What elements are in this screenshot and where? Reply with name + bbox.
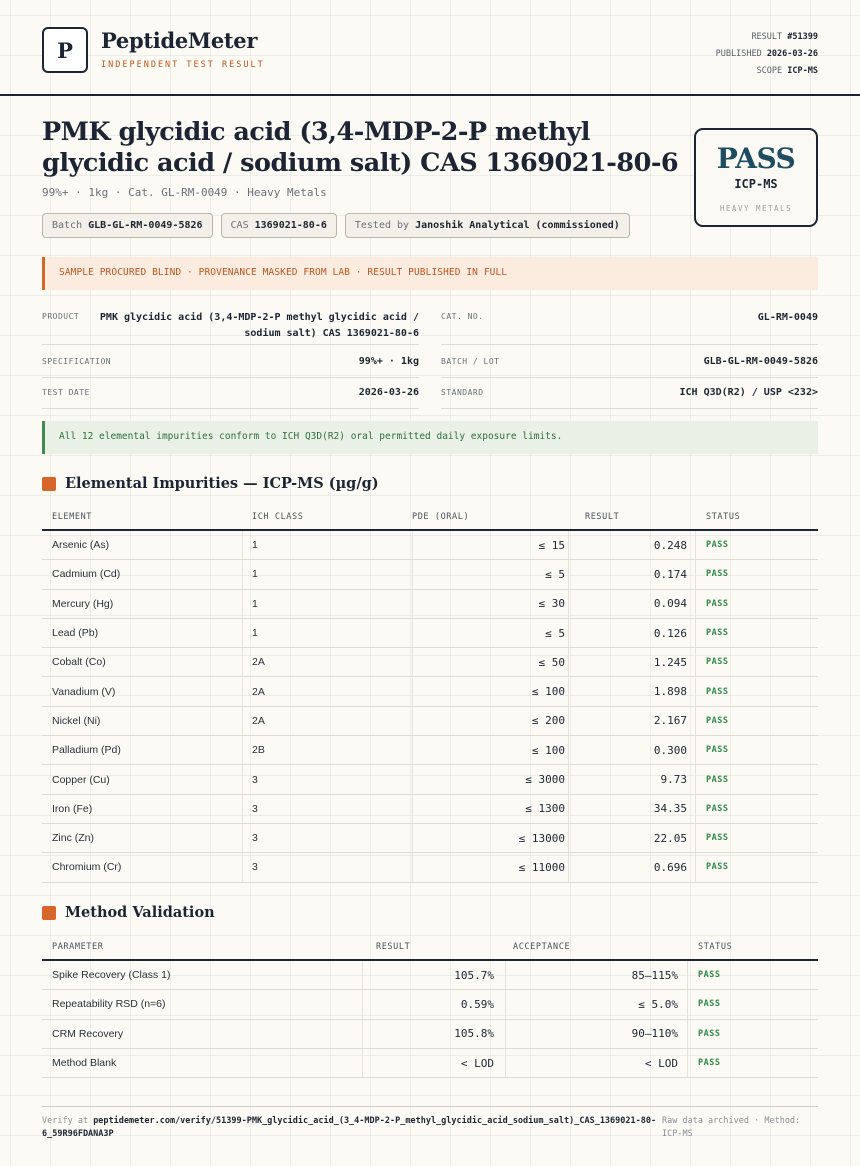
- table-row: [42, 961, 818, 990]
- column-divider: [695, 707, 696, 735]
- result-cell: 1.898: [653, 685, 687, 699]
- tested-by-chip: Tested by Janoshik Analytical (commissioned): [345, 213, 630, 238]
- column-divider: [412, 795, 413, 823]
- column-divider: [695, 531, 696, 559]
- column-divider: [687, 961, 688, 989]
- table-row: [42, 531, 818, 560]
- pde-cell: ≤ 100: [531, 743, 565, 757]
- scope-label: SCOPE: [756, 66, 783, 76]
- result-cell: 0.174: [653, 567, 687, 581]
- element-cell: Mercury (Hg): [52, 597, 114, 610]
- column-divider: [695, 590, 696, 618]
- verify-link[interactable]: peptidemeter.com/verify/51399-PMK_glycidic_acid_(3_4-MDP-2-P_methyl_glycidic_acid_sodium_salt)_CAS_1369021-80-6_59R96FDANA3P: [42, 1116, 657, 1139]
- section-marker-icon: [42, 477, 56, 491]
- parameter-cell: Spike Recovery (Class 1): [52, 969, 171, 982]
- element-cell: Vanadium (V): [52, 685, 116, 698]
- element-cell: Iron (Fe): [52, 802, 93, 815]
- result-cell: 9.73: [660, 773, 687, 787]
- status-badge: PASS: [698, 1058, 721, 1069]
- column-divider: [687, 1020, 688, 1048]
- column-divider: [362, 961, 363, 989]
- verdict-card: [694, 128, 818, 227]
- conformance-note: All 12 elemental impurities conform to ICH Q3D(R2) oral permitted daily exposure limits.: [42, 421, 818, 454]
- column-divider: [695, 678, 696, 706]
- col-ich-class: ICH CLASS: [252, 512, 304, 522]
- table-row: [42, 853, 818, 882]
- column-divider: [695, 795, 696, 823]
- ich-class-cell: 2A: [252, 656, 265, 669]
- column-divider: [242, 560, 243, 588]
- acceptance-cell: 85–115%: [631, 968, 678, 982]
- status-badge: PASS: [706, 598, 729, 609]
- table-row: [42, 560, 818, 589]
- result-cell: 34.35: [653, 802, 687, 816]
- element-cell: Zinc (Zn): [52, 832, 94, 845]
- pde-cell: ≤ 1300: [525, 802, 565, 816]
- table-row: [42, 590, 818, 619]
- element-cell: Cobalt (Co): [52, 656, 106, 669]
- acceptance-cell: < LOD: [644, 1056, 678, 1070]
- verdict-scope: HEAVY METALS: [719, 204, 793, 213]
- status-badge: PASS: [706, 686, 729, 697]
- section-marker-icon: [42, 906, 56, 920]
- ich-class-cell: 3: [252, 773, 258, 786]
- val-result-cell: 105.8%: [454, 1027, 494, 1041]
- product-title: PMK glycidic acid (3,4-MDP-2-P methyl glycidic acid / sodium salt) CAS 1369021-80-6: [42, 117, 679, 178]
- status-badge: PASS: [698, 1028, 721, 1039]
- column-divider: [568, 824, 569, 852]
- table-row: [42, 678, 818, 707]
- parameter-cell: Repeatability RSD (n=6): [52, 998, 166, 1011]
- batch-chip: Batch GLB-GL-RM-0049-5826: [42, 213, 213, 238]
- status-badge: PASS: [706, 715, 729, 726]
- table-row: [42, 648, 818, 677]
- column-divider: [412, 531, 413, 559]
- status-badge: PASS: [706, 745, 729, 756]
- result-cell: 1.245: [653, 655, 687, 669]
- archive-note: Raw data archived · Method: ICP-MS: [662, 1116, 801, 1139]
- column-divider: [695, 648, 696, 676]
- pde-cell: ≤ 11000: [518, 860, 565, 874]
- acceptance-cell: ≤ 5.0%: [638, 997, 678, 1011]
- ich-class-cell: 1: [252, 597, 258, 610]
- validation-heading: Method Validation: [42, 904, 215, 921]
- column-divider: [568, 619, 569, 647]
- element-cell: Arsenic (As): [52, 539, 110, 552]
- column-divider: [242, 824, 243, 852]
- element-cell: Chromium (Cr): [52, 861, 122, 874]
- column-divider: [242, 531, 243, 559]
- ich-class-cell: 2A: [252, 714, 265, 727]
- ich-class-cell: 1: [252, 627, 258, 640]
- result-cell: 0.300: [653, 743, 687, 757]
- element-cell: Copper (Cu): [52, 773, 110, 786]
- element-cell: Nickel (Ni): [52, 714, 101, 727]
- column-divider: [242, 619, 243, 647]
- verdict-method: ICP-MS: [734, 177, 778, 191]
- pde-cell: ≤ 5: [545, 567, 565, 581]
- column-divider: [568, 853, 569, 881]
- ich-class-cell: 1: [252, 539, 258, 552]
- info-batch: BATCH / LOT GLB-GL-RM-0049-5826: [441, 345, 818, 378]
- status-badge: PASS: [706, 657, 729, 668]
- column-divider: [505, 1020, 506, 1048]
- status-badge: PASS: [706, 803, 729, 814]
- impurities-heading: Elemental Impurities — ICP-MS (µg/g): [42, 475, 379, 492]
- column-divider: [242, 648, 243, 676]
- parameter-cell: Method Blank: [52, 1057, 117, 1070]
- info-test-date: TEST DATE 2026-03-26: [42, 378, 419, 409]
- column-divider: [412, 853, 413, 881]
- info-standard: STANDARD ICH Q3D(R2) / USP <232>: [441, 378, 818, 409]
- table-row: [42, 1049, 818, 1078]
- parameter-cell: CRM Recovery: [52, 1027, 124, 1040]
- ich-class-cell: 2A: [252, 685, 265, 698]
- report-header: [0, 0, 860, 96]
- column-divider: [695, 765, 696, 793]
- column-divider: [568, 707, 569, 735]
- report-meta: [716, 29, 818, 80]
- column-divider: [687, 1049, 688, 1077]
- result-number: #51399: [787, 32, 818, 42]
- product-subline: 99%+ · 1kg · Cat. GL-RM-0049 · Heavy Metals: [42, 186, 327, 199]
- ich-class-cell: 1: [252, 568, 258, 581]
- column-divider: [242, 590, 243, 618]
- column-divider: [568, 560, 569, 588]
- val-result-cell: 0.59%: [460, 997, 494, 1011]
- status-badge: PASS: [706, 833, 729, 844]
- column-divider: [412, 648, 413, 676]
- column-divider: [695, 619, 696, 647]
- pde-cell: ≤ 5: [545, 626, 565, 640]
- info-product: PRODUCT PMK glycidic acid (3,4-MDP-2-P methyl glycidic acid / sodium salt) CAS 1369021-80-6: [42, 305, 419, 345]
- column-divider: [695, 853, 696, 881]
- column-divider: [242, 795, 243, 823]
- table-row: [42, 795, 818, 824]
- column-divider: [568, 795, 569, 823]
- column-divider: [242, 736, 243, 764]
- table-row: [42, 1020, 818, 1049]
- column-divider: [568, 648, 569, 676]
- pde-cell: ≤ 100: [531, 685, 565, 699]
- result-label: RESULT: [751, 32, 783, 42]
- val-result-cell: 105.7%: [454, 968, 494, 982]
- status-badge: PASS: [706, 540, 729, 551]
- brand-name: PeptideMeter: [101, 28, 258, 53]
- column-divider: [505, 1049, 506, 1077]
- status-badge: PASS: [698, 999, 721, 1010]
- result-cell: 22.05: [653, 831, 687, 845]
- published-label: PUBLISHED: [715, 49, 762, 59]
- val-result-cell: < LOD: [460, 1056, 494, 1070]
- column-divider: [242, 765, 243, 793]
- table-row: [42, 619, 818, 648]
- ich-class-cell: 2B: [252, 744, 265, 757]
- column-divider: [412, 765, 413, 793]
- column-divider: [695, 560, 696, 588]
- column-divider: [362, 990, 363, 1018]
- col-parameter: PARAMETER: [52, 942, 104, 952]
- status-badge: PASS: [706, 774, 729, 785]
- col-val-status: STATUS: [698, 942, 733, 952]
- result-cell: 2.167: [653, 714, 687, 728]
- table-row: [42, 990, 818, 1019]
- column-divider: [412, 736, 413, 764]
- ich-class-cell: 3: [252, 802, 258, 815]
- column-divider: [568, 736, 569, 764]
- column-divider: [412, 560, 413, 588]
- element-cell: Lead (Pb): [52, 627, 99, 640]
- status-badge: PASS: [706, 862, 729, 873]
- column-divider: [568, 531, 569, 559]
- pde-cell: ≤ 200: [531, 714, 565, 728]
- logo-mark: P: [42, 27, 88, 73]
- col-result: RESULT: [585, 512, 620, 522]
- column-divider: [412, 619, 413, 647]
- column-divider: [687, 990, 688, 1018]
- column-divider: [362, 1020, 363, 1048]
- pde-cell: ≤ 15: [538, 538, 565, 552]
- result-cell: 0.248: [653, 538, 687, 552]
- cas-chip: CAS 1369021-80-6: [221, 213, 337, 238]
- col-status: STATUS: [706, 512, 741, 522]
- published-date: 2026-03-26: [766, 49, 818, 59]
- column-divider: [242, 853, 243, 881]
- ich-class-cell: 3: [252, 861, 258, 874]
- verify-line: Verify at peptidemeter.com/verify/51399-PMK_glycidic_acid_(3_4-MDP-2-P_methyl_glycidic_acid_sodium_salt)_CAS_1369021-80-6_59R96FDANA3P: [42, 1116, 657, 1139]
- col-acceptance: ACCEPTANCE: [513, 942, 571, 952]
- column-divider: [568, 765, 569, 793]
- col-val-result: RESULT: [376, 942, 411, 952]
- col-pde: PDE (ORAL): [412, 512, 470, 522]
- column-divider: [695, 736, 696, 764]
- pde-cell: ≤ 3000: [525, 773, 565, 787]
- table-row: [42, 765, 818, 794]
- col-element: ELEMENT: [52, 512, 93, 522]
- column-divider: [242, 678, 243, 706]
- column-divider: [695, 824, 696, 852]
- verdict-word: PASS: [716, 142, 796, 175]
- brand-tagline: INDEPENDENT TEST RESULT: [101, 60, 265, 70]
- column-divider: [412, 590, 413, 618]
- column-divider: [242, 707, 243, 735]
- info-catno: CAT. NO. GL-RM-0049: [441, 305, 818, 345]
- column-divider: [505, 961, 506, 989]
- column-divider: [505, 990, 506, 1018]
- table-row: [42, 736, 818, 765]
- pde-cell: ≤ 50: [538, 655, 565, 669]
- acceptance-cell: 90–110%: [631, 1027, 678, 1041]
- column-divider: [412, 678, 413, 706]
- info-specification: SPECIFICATION 99%+ · 1kg: [42, 345, 419, 378]
- column-divider: [412, 824, 413, 852]
- column-divider: [568, 678, 569, 706]
- chip-row: [42, 213, 630, 238]
- procurement-banner: SAMPLE PROCURED BLIND · PROVENANCE MASKED FROM LAB · RESULT PUBLISHED IN FULL: [42, 257, 818, 290]
- report-footer: [42, 1106, 818, 1139]
- pde-cell: ≤ 13000: [518, 831, 565, 845]
- result-cell: 0.126: [653, 626, 687, 640]
- result-cell: 0.094: [653, 597, 687, 611]
- column-divider: [412, 707, 413, 735]
- scope-value: ICP-MS: [787, 66, 818, 76]
- ich-class-cell: 3: [252, 832, 258, 845]
- result-cell: 0.696: [653, 860, 687, 874]
- table-row: [42, 824, 818, 853]
- element-cell: Cadmium (Cd): [52, 568, 121, 581]
- table-row: [42, 707, 818, 736]
- pde-cell: ≤ 30: [538, 597, 565, 611]
- element-cell: Palladium (Pd): [52, 744, 121, 757]
- column-divider: [362, 1049, 363, 1077]
- status-badge: PASS: [706, 569, 729, 580]
- status-badge: PASS: [698, 970, 721, 981]
- column-divider: [568, 590, 569, 618]
- status-badge: PASS: [706, 628, 729, 639]
